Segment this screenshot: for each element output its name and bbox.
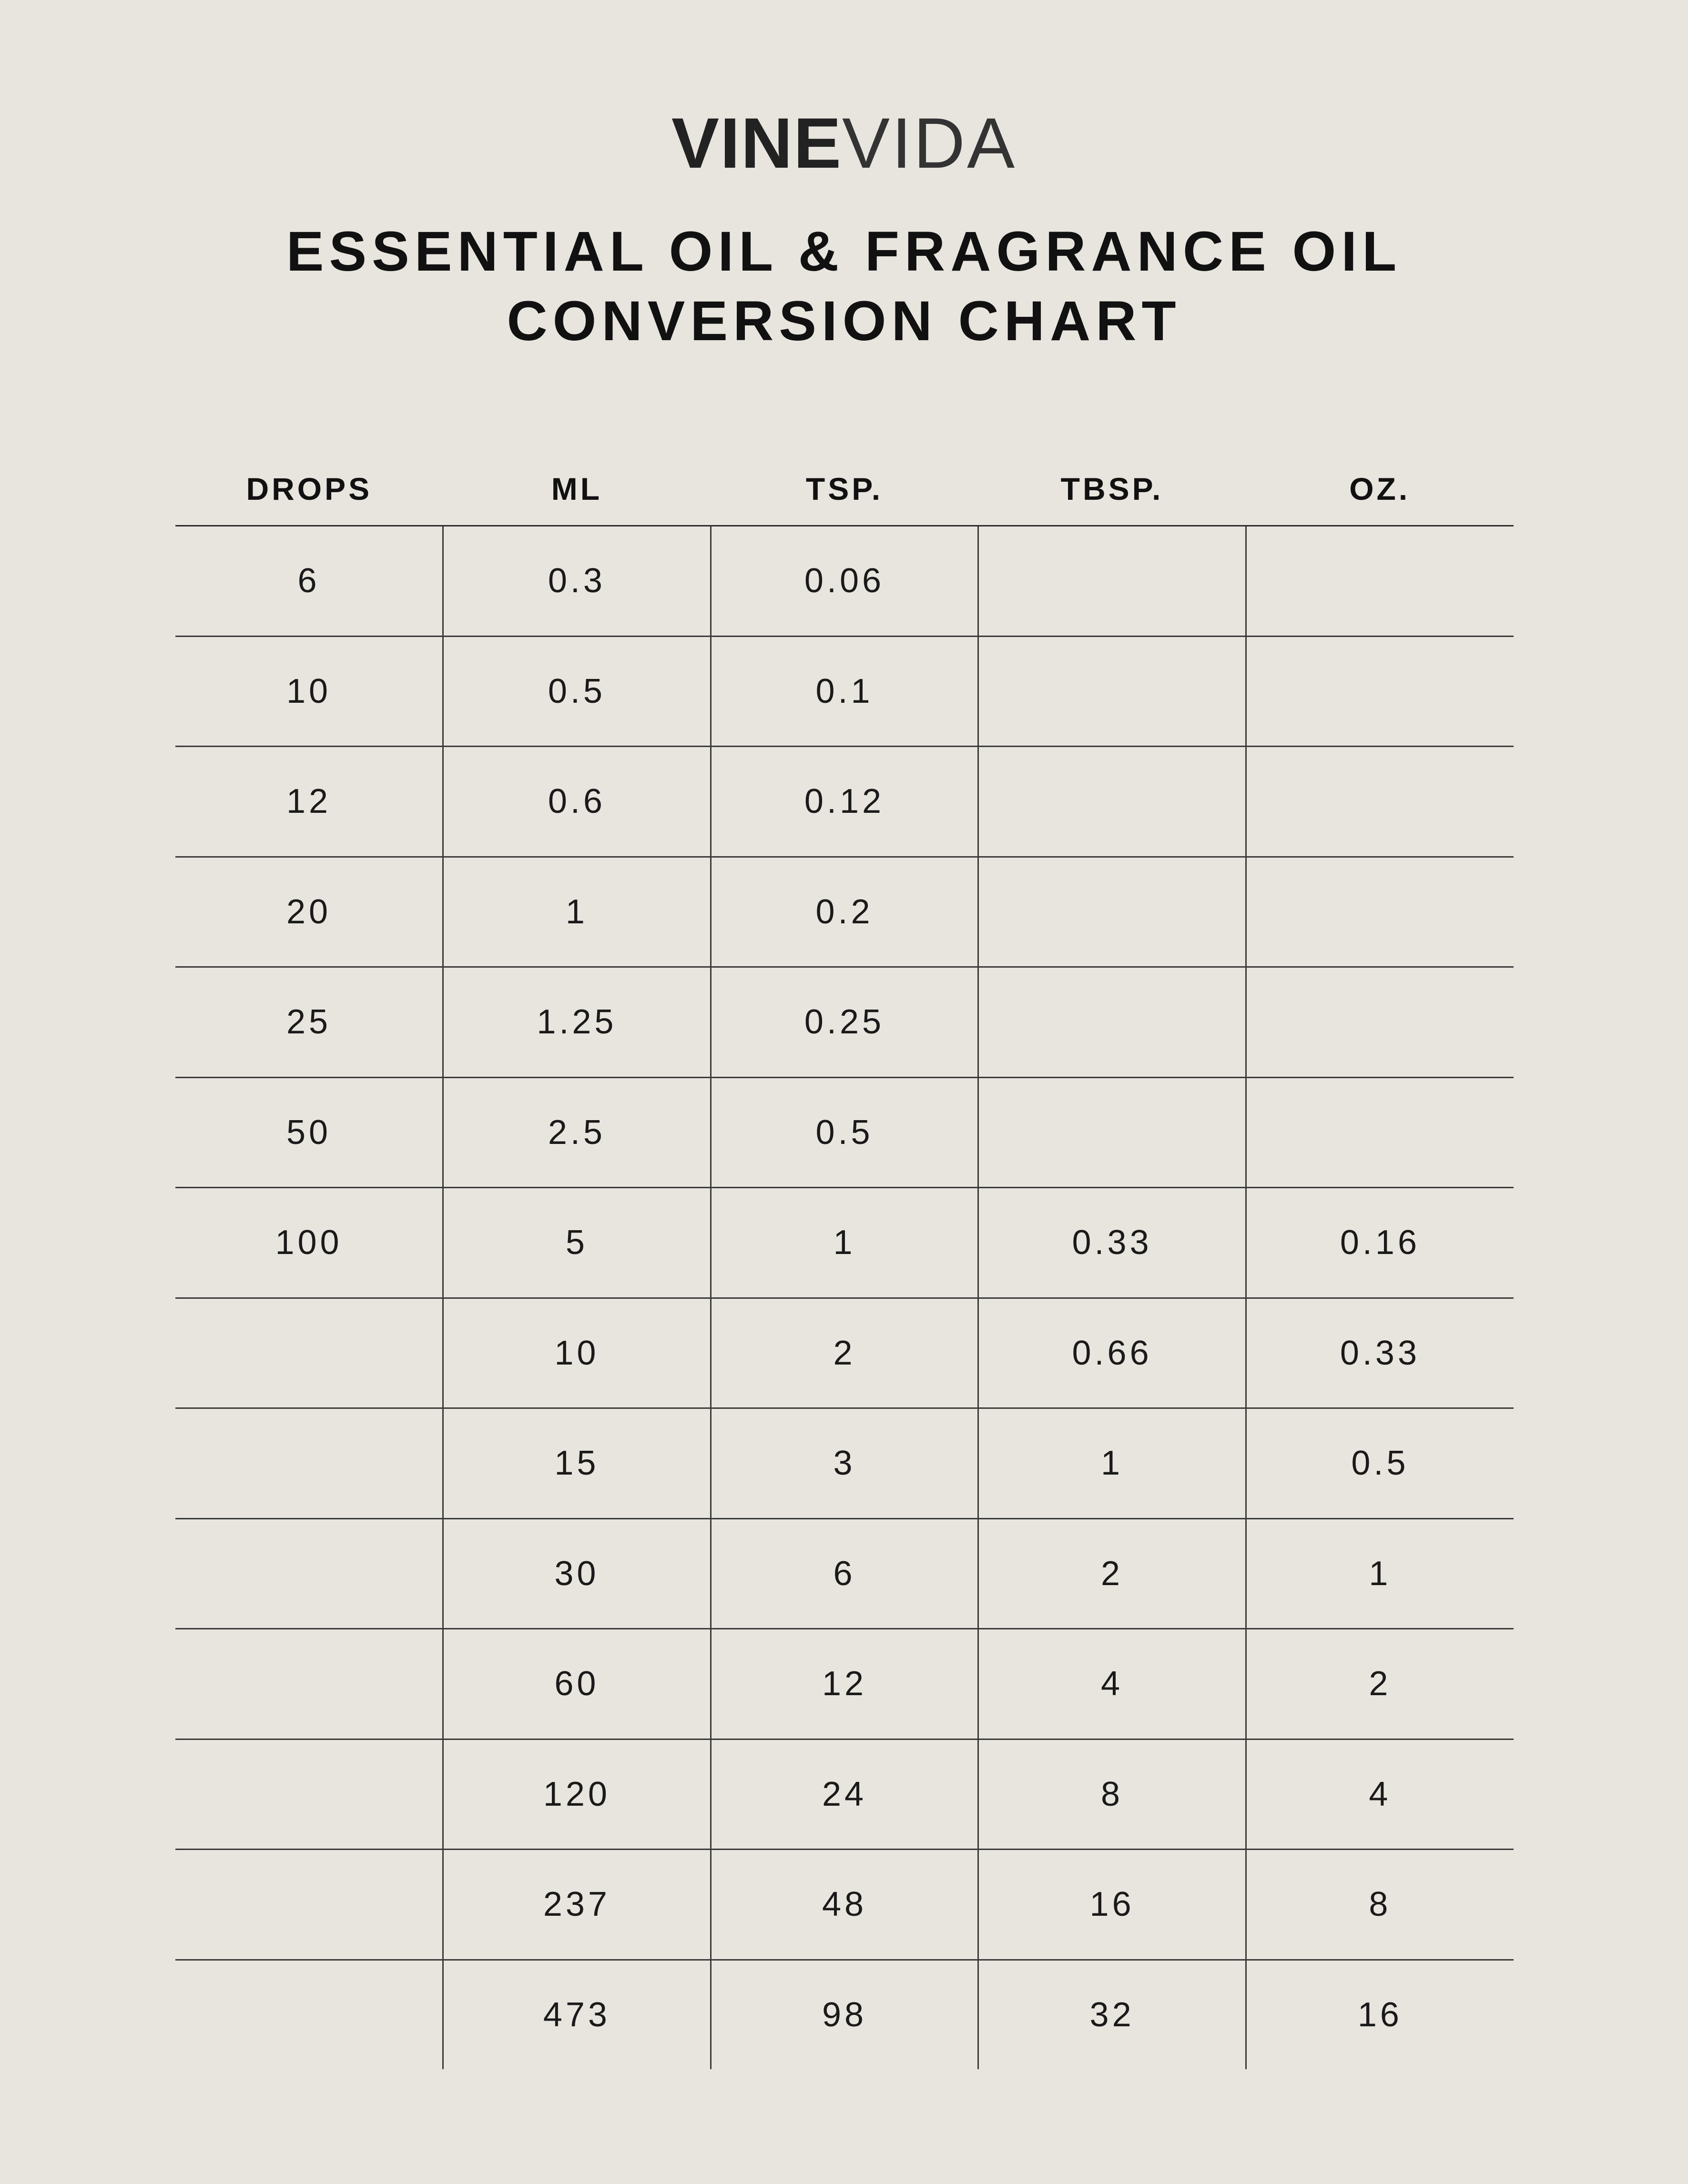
cell-drops: [175, 1629, 443, 1739]
cell-tbsp: 2: [978, 1518, 1246, 1629]
cell-tsp: 98: [711, 1960, 978, 2069]
table-row: [175, 1188, 1514, 1298]
table-row: [175, 1298, 1514, 1408]
table-row: [175, 1629, 1514, 1739]
page-title-line2: CONVERSION CHART: [507, 290, 1181, 353]
cell-ml: 0.5: [443, 636, 711, 747]
cell-tsp: 6: [711, 1518, 978, 1629]
cell-tbsp: [978, 857, 1246, 967]
cell-drops: [175, 1298, 443, 1408]
cell-tbsp: 0.66: [978, 1298, 1246, 1408]
cell-oz: 8: [1246, 1850, 1514, 1960]
cell-oz: [1246, 967, 1514, 1078]
cell-drops: [175, 1960, 443, 2069]
cell-oz: 0.33: [1246, 1298, 1514, 1408]
conversion-table: [175, 453, 1514, 2069]
brand-logo: [0, 100, 1688, 186]
cell-oz: 0.16: [1246, 1188, 1514, 1298]
cell-tsp: 0.1: [711, 636, 978, 747]
cell-ml: 0.3: [443, 526, 711, 637]
cell-drops: 50: [175, 1077, 443, 1188]
cell-oz: 1: [1246, 1518, 1514, 1629]
cell-tbsp: 16: [978, 1850, 1246, 1960]
cell-tbsp: 8: [978, 1739, 1246, 1850]
page-title-line1: ESSENTIAL OIL & FRAGRANCE OIL: [286, 220, 1402, 283]
table-row: [175, 636, 1514, 747]
cell-oz: 16: [1357, 1995, 1403, 2034]
cell-ml: 1.25: [443, 967, 711, 1078]
cell-ml: 0.6: [443, 747, 711, 857]
cell-tbsp: [978, 526, 1246, 637]
cell-ml: 237: [443, 1850, 711, 1960]
cell-ml: 473: [443, 1960, 711, 2069]
cell-tsp: 0.5: [711, 1077, 978, 1188]
cell-oz: 0.5: [1246, 1408, 1514, 1519]
brand-logo-bold: VINE: [671, 103, 842, 183]
cell-tbsp: [978, 1077, 1246, 1188]
cell-oz: [1246, 636, 1514, 747]
table-body: [175, 526, 1514, 2070]
cell-ml: 60: [443, 1629, 711, 1739]
cell-tbsp: [978, 636, 1246, 747]
cell-tsp: 0.12: [711, 747, 978, 857]
table-row: [175, 1408, 1514, 1519]
cell-tsp: 3: [711, 1408, 978, 1519]
column-header-drops: DROPS: [175, 453, 443, 526]
table-row: [175, 857, 1514, 967]
cell-tsp: 1: [711, 1188, 978, 1298]
cell-drops: 10: [175, 636, 443, 747]
cell-tsp: 24: [711, 1739, 978, 1850]
table-row: [175, 1850, 1514, 1960]
cell-ml: 10: [443, 1298, 711, 1408]
table-row: [175, 967, 1514, 1078]
cell-oz: [1246, 857, 1514, 967]
cell-oz: 4: [1246, 1739, 1514, 1850]
cell-tsp: 2: [711, 1298, 978, 1408]
cell-drops: [175, 1739, 443, 1850]
cell-tbsp: 0.33: [978, 1188, 1246, 1298]
cell-tbsp: 32: [978, 1960, 1246, 2069]
table-row: [175, 1077, 1514, 1188]
cell-tbsp: 4: [978, 1629, 1246, 1739]
cell-ml: 1: [443, 857, 711, 967]
cell-oz: [1246, 526, 1514, 637]
cell-oz: 2: [1246, 1629, 1514, 1739]
cell-tsp: 12: [711, 1629, 978, 1739]
cell-oz: [1246, 747, 1514, 857]
cell-tsp: 0.2: [711, 857, 978, 967]
brand-logo-light: VIDA: [842, 103, 1017, 183]
cell-oz: [1246, 1077, 1514, 1188]
cell-tbsp: [978, 967, 1246, 1078]
cell-drops: 6: [175, 526, 443, 637]
cell-drops: 25: [175, 967, 443, 1078]
cell-tbsp: [978, 747, 1246, 857]
cell-drops: [175, 1408, 443, 1519]
cell-ml: 15: [443, 1408, 711, 1519]
column-header-tbsp: TBSP.: [978, 453, 1246, 526]
cell-drops: 20: [175, 857, 443, 967]
cell-tsp: 48: [711, 1850, 978, 1960]
table-row: [175, 526, 1514, 637]
cell-ml: 30: [443, 1518, 711, 1629]
cell-drops: 12: [175, 747, 443, 857]
cell-tsp: 0.06: [711, 526, 978, 637]
column-header-ml: ML: [443, 453, 711, 526]
table-row: [175, 747, 1514, 857]
cell-drops: 100: [175, 1188, 443, 1298]
table-row: [175, 1739, 1514, 1850]
cell-ml: 2.5: [443, 1077, 711, 1188]
cell-drops: [175, 1518, 443, 1629]
column-header-tsp: TSP.: [711, 453, 978, 526]
column-header-oz: OZ.: [1246, 453, 1514, 526]
cell-drops: [175, 1850, 443, 1960]
table-row: [175, 1518, 1514, 1629]
cell-ml: 5: [443, 1188, 711, 1298]
cell-ml: 120: [443, 1739, 711, 1850]
page-title: [0, 217, 1688, 356]
table-row: [175, 1960, 1514, 2069]
table-header-row: [175, 453, 1514, 526]
cell-tsp: 0.25: [711, 967, 978, 1078]
cell-tbsp: 1: [978, 1408, 1246, 1519]
